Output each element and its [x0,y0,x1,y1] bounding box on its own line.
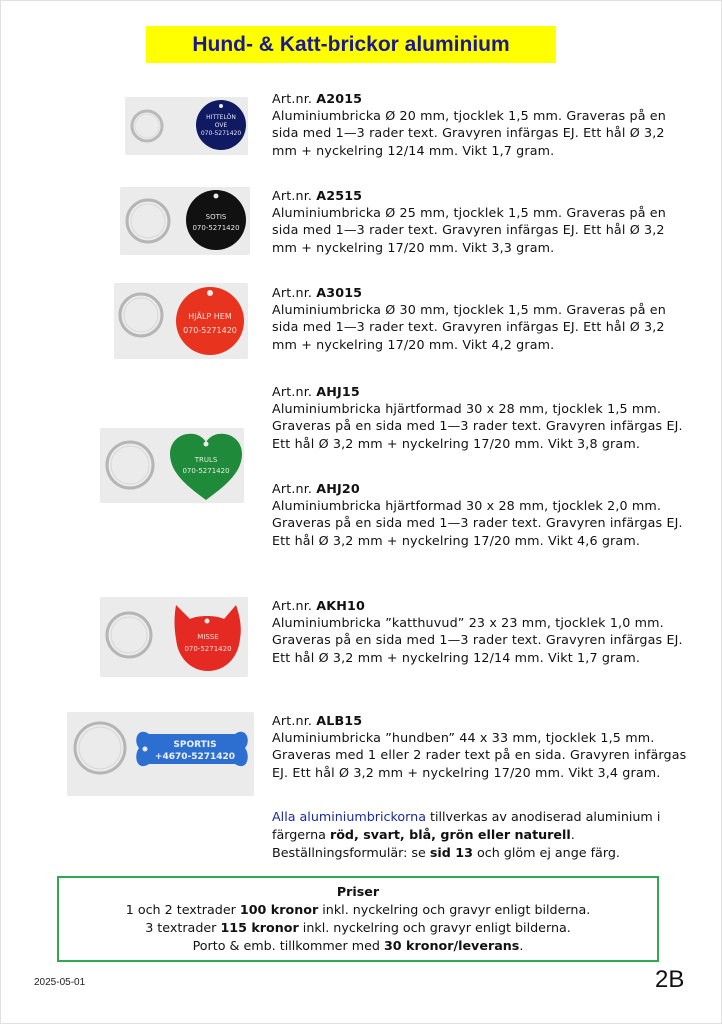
product-description: Aluminiumbricka ”hundben” 44 x 33 mm, tjocklek 1,5 mm. Graveras med 1 eller 2 rader text på en sida. Gravyren infärgas EJ. Ett hål Ø 3,2 mm + nyckelring 17/20 mm. Vikt 3,4 gram. [272,730,687,780]
product-a3015 [272,284,692,353]
title-banner [146,26,556,63]
tag-line: 070-5271420 [183,326,237,335]
product-description: Aluminiumbricka hjärtformad 30 x 28 mm, tjocklek 2,0 mm. Graveras på en sida med 1—3 rader text. Gravyren infärgas EJ. Ett hål Ø 3,2 mm + nyckelring 17/20 mm. Vikt 4,6 gram. [272,498,683,548]
tag-line: SPORTIS [173,740,217,750]
note-colors: röd, svart, blå, grön eller naturell [329,827,571,842]
product-a2515 [272,187,692,256]
note-page-ref: sid 13 [429,845,473,860]
product-code: A2515 [316,188,363,203]
product-code: A2015 [316,91,363,106]
product-photo-ahj15 [100,428,244,503]
page-title: Hund- & Katt-brickor aluminium [192,32,510,56]
product-code: A3015 [316,285,363,300]
note-highlight: Alla aluminiumbrickorna [272,809,426,824]
price-line: 3 textrader 115 kronor inkl. nyckelring och gravyr enligt bilderna. [145,920,571,935]
footer-date: 2025-05-01 [34,977,86,988]
product-photo-a2515 [120,187,250,255]
tag-line: 070-5271420 [182,467,230,475]
artnr-label: Art.nr. [272,188,317,203]
artnr-label: Art.nr. [272,384,317,399]
tag-line: 070-5271420 [192,224,240,232]
product-code: AHJ15 [316,384,360,399]
product-description: Aluminiumbricka Ø 20 mm, tjocklek 1,5 mm. Graveras på en sida med 1—3 rader text. Gravyren infärgas EJ. Ett hål Ø 3,2 mm + nyckelring 12/14 mm. Vikt 1,7 gram. [272,108,666,158]
product-photo-alb15 [67,712,254,796]
tag-line: HJÄLP HEM [188,312,232,321]
product-ahj15 [272,383,692,452]
product-ahj20 [272,480,692,549]
product-alb15 [272,712,692,781]
product-code: AHJ20 [316,481,360,496]
color-note [272,808,692,862]
product-photo-a2015 [125,97,248,155]
product-description: Aluminiumbricka hjärtformad 30 x 28 mm, tjocklek 1,5 mm. Graveras på en sida med 1—3 rader text. Gravyren infärgas EJ. Ett hål Ø 3,2 mm + nyckelring 17/20 mm. Vikt 3,8 gram. [272,401,683,451]
product-photo-a3015 [114,283,248,359]
tag-line: 070-5271420 [200,130,242,137]
price-box [57,876,659,962]
tag-line: 070-5271420 [184,645,232,653]
tag-line: MISSE [197,633,219,641]
price-heading: Priser [336,884,380,899]
artnr-label: Art.nr. [272,598,317,613]
tag-line: HITTELÖN [206,114,236,121]
product-description: Aluminiumbricka Ø 25 mm, tjocklek 1,5 mm. Graveras på en sida med 1—3 rader text. Gravyren infärgas EJ. Ett hål Ø 3,2 mm + nyckelring 17/20 mm. Vikt 3,3 gram. [272,205,666,255]
product-code: AKH10 [316,598,365,613]
artnr-label: Art.nr. [272,713,317,728]
page-number: 2B [655,966,685,993]
product-description: Aluminiumbricka Ø 30 mm, tjocklek 1,5 mm. Graveras på en sida med 1—3 rader text. Gravyren infärgas EJ. Ett hål Ø 3,2 mm + nyckelring 17/20 mm. Vikt 4,2 gram. [272,302,666,352]
note-text: tillverkas av anodiserad aluminium i färgerna [272,809,661,842]
price-line: 1 och 2 textrader 100 kronor inkl. nyckelring och gravyr enligt bilderna. [125,902,591,917]
product-a2015 [272,90,692,159]
product-photo-akh10 [100,597,248,677]
note-text: . Beställningsformulär: se [272,827,575,860]
product-description: Aluminiumbricka ”katthuvud” 23 x 23 mm, tjocklek 1,0 mm. Graveras på en sida med 1—3 rader text. Gravyren infärgas EJ. Ett hål Ø 3,2 mm + nyckelring 12/14 mm. Vikt 1,7 gram. [272,615,683,665]
product-akh10 [272,597,692,666]
tag-line: TRULS [194,456,218,464]
tag-line: OVE [214,122,228,129]
price-line: Porto & emb. tillkommer med 30 kronor/leverans. [192,938,524,953]
artnr-label: Art.nr. [272,285,317,300]
artnr-label: Art.nr. [272,481,317,496]
note-text: och glöm ej ange färg. [472,845,620,860]
tag-line: +4670-5271420 [154,752,236,762]
artnr-label: Art.nr. [272,91,317,106]
product-code: ALB15 [316,713,363,728]
tag-line: SOTIS [205,213,227,221]
